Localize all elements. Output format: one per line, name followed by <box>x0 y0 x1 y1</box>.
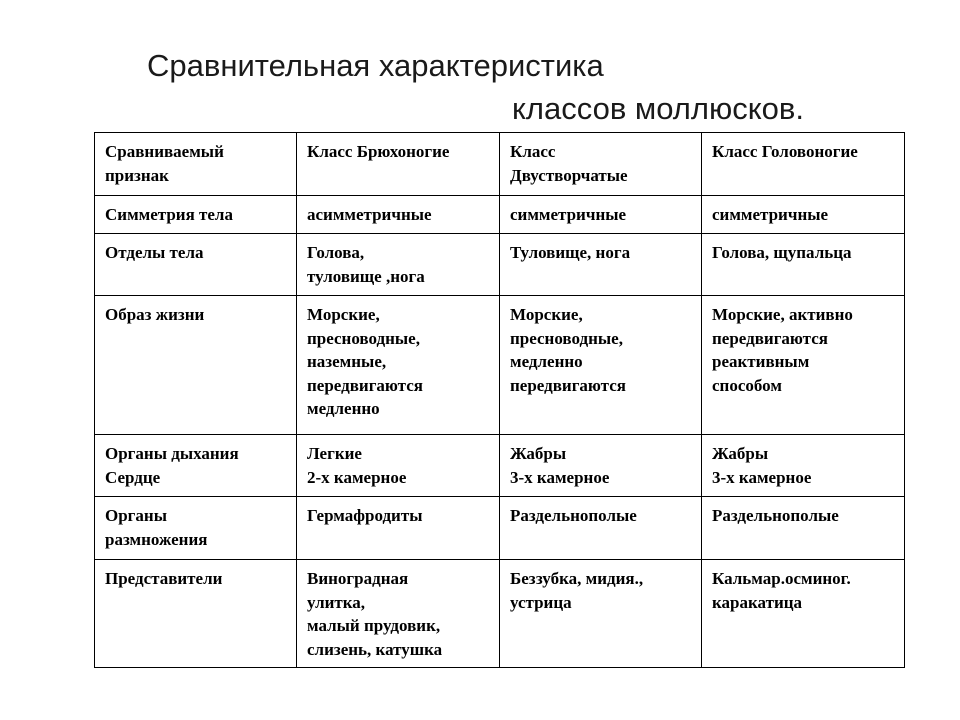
table-row <box>95 435 905 497</box>
table-cell: Морские, активно передвигаются реактивным способом <box>702 296 905 435</box>
title-line-2: классов моллюсков. <box>512 91 804 126</box>
table-cell: симметричные <box>500 196 702 234</box>
table-cell: Беззубка, мидия., устрица <box>500 560 702 668</box>
table-header-row <box>95 133 905 196</box>
table-row <box>95 497 905 560</box>
table-cell: Жабры 3-х камерное <box>702 435 905 497</box>
table-cell: Морские, пресноводные, медленно передвигаются <box>500 296 702 435</box>
table-cell: Виноградная улитка, малый прудовик, слизень, катушка <box>297 560 500 668</box>
header-cell-bivalvia: Класс Двустворчатые <box>500 133 702 196</box>
table-cell: асимметричные <box>297 196 500 234</box>
table-row <box>95 234 905 296</box>
table-cell: Туловище, нога <box>500 234 702 296</box>
table-cell: Гермафродиты <box>297 497 500 560</box>
table-cell: симметричные <box>702 196 905 234</box>
table-cell: Симметрия тела <box>95 196 297 234</box>
comparison-table <box>94 132 905 668</box>
header-cell-cephalopoda: Класс Головоногие <box>702 133 905 196</box>
table-cell: Кальмар.осминог. каракатица <box>702 560 905 668</box>
table-cell: Жабры 3-х камерное <box>500 435 702 497</box>
table-cell: Представители <box>95 560 297 668</box>
table-cell: Голова, туловище ,нога <box>297 234 500 296</box>
table-row <box>95 560 905 668</box>
header-cell-feature: Сравниваемый признак <box>95 133 297 196</box>
table-cell: Органы дыхания Сердце <box>95 435 297 497</box>
table-cell: Раздельнополые <box>500 497 702 560</box>
table-cell: Морские, пресноводные, наземные, передвигаются медленно <box>297 296 500 435</box>
table-cell: Раздельнополые <box>702 497 905 560</box>
title-line-1: Сравнительная характеристика <box>147 48 604 83</box>
table-cell: Голова, щупальца <box>702 234 905 296</box>
table-cell: Образ жизни <box>95 296 297 435</box>
table-cell: Отделы тела <box>95 234 297 296</box>
table-row <box>95 296 905 435</box>
table-row <box>95 196 905 234</box>
table-cell: Легкие 2-х камерное <box>297 435 500 497</box>
header-cell-gastropoda: Класс Брюхоногие <box>297 133 500 196</box>
table-cell: Органы размножения <box>95 497 297 560</box>
